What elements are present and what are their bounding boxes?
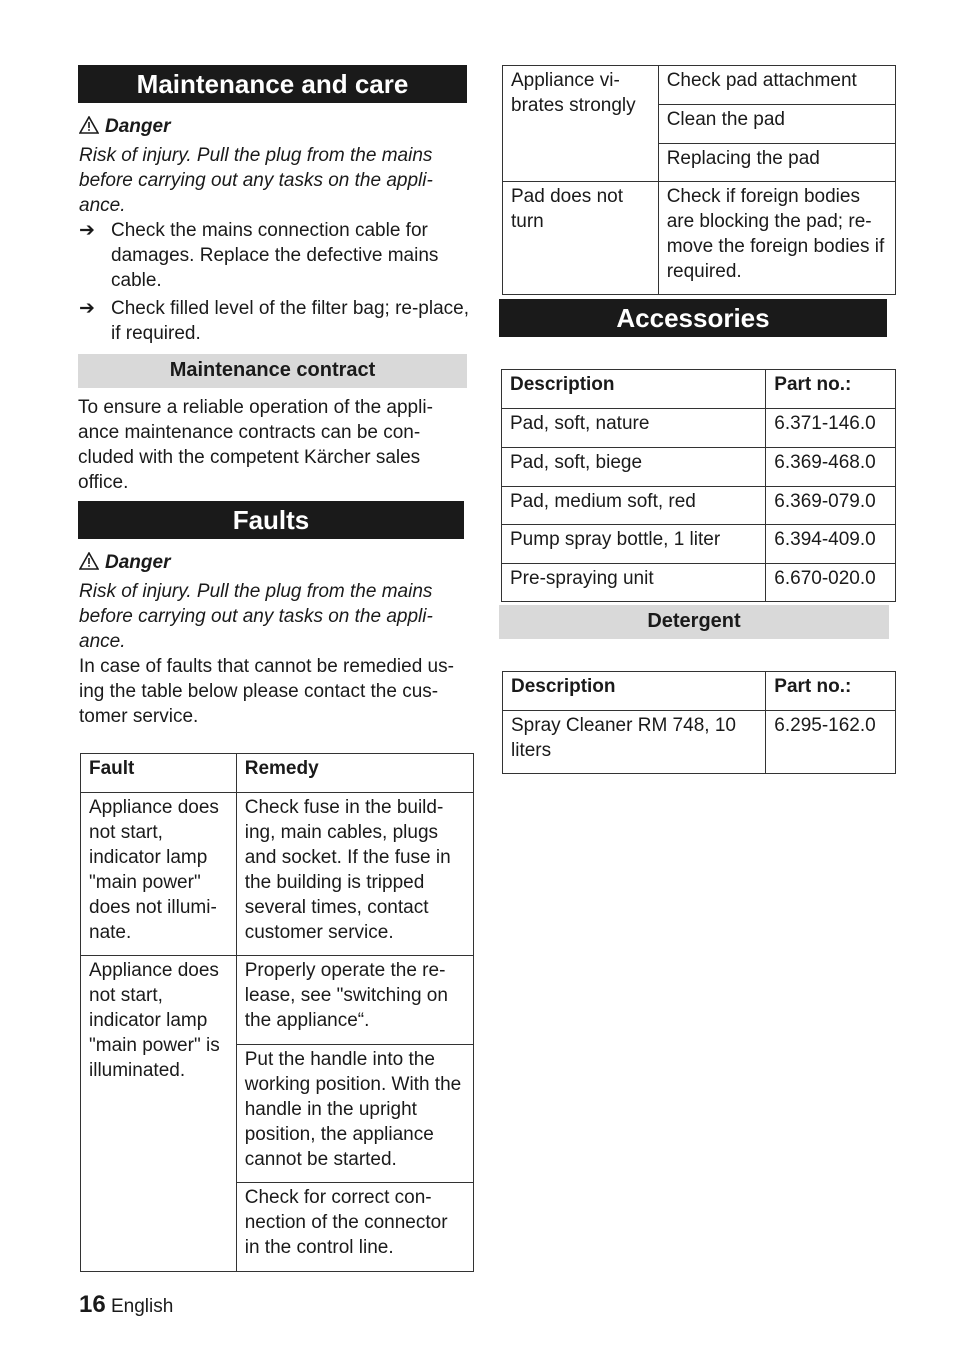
warning-triangle-icon [79, 116, 99, 134]
description-cell: Spray Cleaner RM 748, 10 liters [503, 711, 766, 774]
faults-heading: Faults [78, 501, 464, 539]
col-remedy-header: Remedy [236, 754, 473, 793]
accessories-heading: Accessories [499, 299, 887, 337]
col-part-header: Part no.: [766, 672, 896, 711]
detergent-heading: Detergent [499, 605, 889, 639]
bullet-text: Check filled level of the filter bag; re-place, if required. [111, 298, 470, 344]
faults-danger-text: Risk of injury. Pull the plug from the mains before carrying out any tasks on the appli-ance. [79, 581, 433, 652]
remedy-cell: Properly operate the re-lease, see "switching on the appliance“. [236, 956, 473, 1045]
table-header-row [503, 672, 896, 711]
fault-cell: Appliance does not start, indicator lamp "main power" is illuminated. [81, 956, 237, 1272]
description-cell: Pre-spraying unit [502, 564, 766, 602]
part-cell: 6.394-409.0 [766, 525, 896, 564]
remedy-cell: Check fuse in the build-ing, main cables, plugs and socket. If the fuse in the building is tripped several times, contact customer service. [236, 793, 473, 956]
maintenance-danger-label [79, 114, 170, 139]
maintenance-contract-text: To ensure a reliable operation of the appli-ance maintenance contracts can be con-cluded with the competent Kärcher sales office. [78, 397, 433, 493]
remedy-cell: Check pad attachment [658, 66, 895, 105]
fault-cell: Appliance vi-brates strongly [503, 66, 659, 182]
arrow-right-icon: ➔ [79, 220, 95, 241]
danger-label-text: Danger [105, 116, 171, 137]
detergent-table [502, 671, 896, 774]
remedy-cell: Replacing the pad [658, 144, 895, 182]
maintenance-contract-heading: Maintenance contract [78, 354, 467, 388]
part-cell: 6.369-079.0 [766, 487, 896, 525]
col-fault-header: Fault [81, 754, 237, 793]
danger-label-text: Danger [105, 552, 171, 573]
description-cell: Pump spray bottle, 1 liter [502, 525, 766, 564]
maintenance-heading: Maintenance and care [78, 65, 467, 103]
maintenance-danger-text: Risk of injury. Pull the plug from the mains before carrying out any tasks on the appli-ance. [79, 145, 433, 216]
part-cell: 6.371-146.0 [766, 409, 896, 448]
faults-table-continued [502, 65, 896, 295]
description-cell: Pad, soft, nature [502, 409, 766, 448]
page-footer [79, 1292, 173, 1319]
description-cell: Pad, medium soft, red [502, 487, 766, 525]
table-row [502, 448, 896, 487]
remedy-cell: Check if foreign bodies are blocking the pad; re-move the foreign bodies if required. [658, 182, 895, 295]
col-part-header: Part no.: [766, 370, 896, 409]
col-description-header: Description [503, 672, 766, 711]
table-header-row [502, 370, 896, 409]
description-cell: Pad, soft, biege [502, 448, 766, 487]
faults-intro: In case of faults that cannot be remedied us-ing the table below please contact the cus-tomer service. [79, 656, 454, 727]
table-row [503, 711, 896, 774]
faults-danger-label [79, 550, 170, 575]
arrow-right-icon: ➔ [79, 298, 95, 319]
page-language: English [110, 1296, 174, 1317]
table-header-row [81, 754, 474, 793]
table-row [502, 409, 896, 448]
bullet-text: Check the mains connection cable for damages. Replace the defective mains cable. [111, 220, 439, 291]
remedy-cell: Clean the pad [658, 105, 895, 144]
faults-table [80, 753, 474, 1272]
table-row [502, 487, 896, 525]
remedy-cell: Check for correct con-nection of the connector in the control line. [236, 1183, 473, 1272]
page-number: 16 [79, 1291, 106, 1318]
part-cell: 6.369-468.0 [766, 448, 896, 487]
table-row [503, 182, 896, 295]
warning-triangle-icon [79, 552, 99, 570]
part-cell: 6.670-020.0 [766, 564, 896, 602]
table-row [502, 525, 896, 564]
maintenance-bullet-2 [79, 296, 471, 346]
table-row [502, 564, 896, 602]
table-row [81, 793, 474, 956]
col-description-header: Description [502, 370, 766, 409]
part-cell: 6.295-162.0 [766, 711, 896, 774]
fault-cell: Appliance does not start, indicator lamp "main power" does not illumi-nate. [81, 793, 237, 956]
table-row [503, 66, 896, 105]
remedy-cell: Put the handle into the working position. With the handle in the upright position, the appliance cannot be started. [236, 1045, 473, 1183]
table-row [81, 956, 474, 1045]
accessories-table [501, 369, 896, 602]
maintenance-bullet-1 [79, 218, 471, 293]
fault-cell: Pad does not turn [503, 182, 659, 295]
